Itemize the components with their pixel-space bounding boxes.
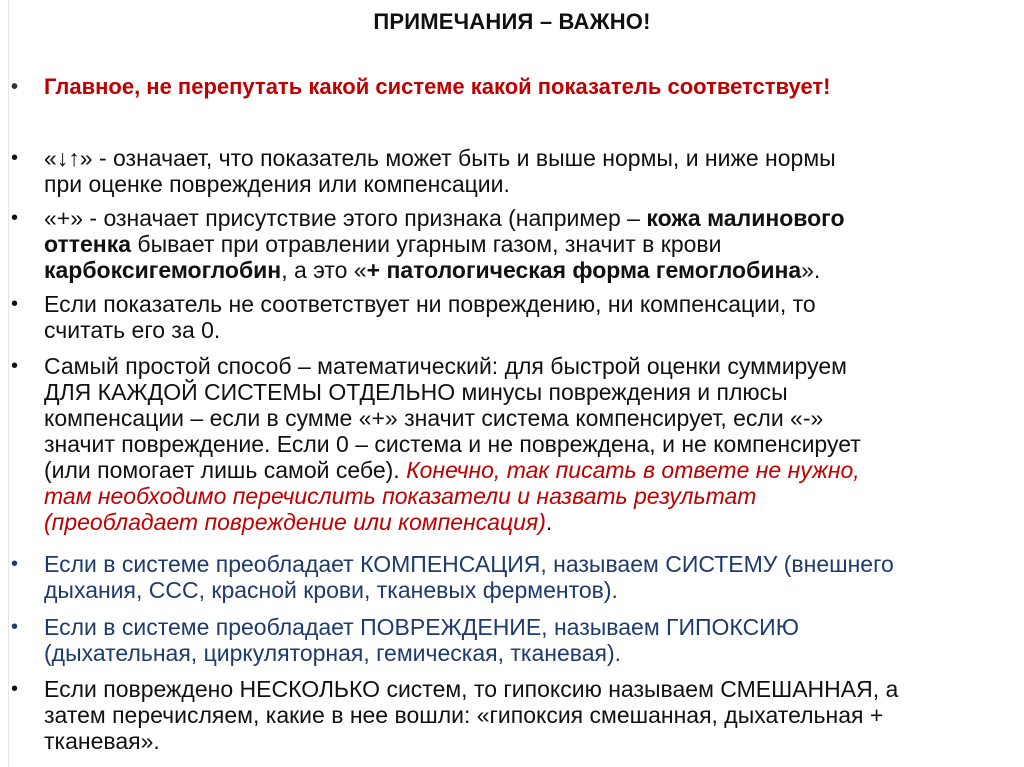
bold-text: оттенка xyxy=(44,231,131,257)
text-run: . xyxy=(545,509,553,535)
item-line: Если в системе преобладает КОМПЕНСАЦИЯ, называем СИСТЕМУ (внешнего xyxy=(44,551,894,577)
item-line: (дыхательная, циркуляторная, гемическая, тканевая). xyxy=(44,640,622,666)
item-line xyxy=(44,509,994,535)
item-line xyxy=(44,457,994,483)
list-item-method xyxy=(11,353,994,535)
item-line: затем перечисляем, какие в нее вошли: «гипоксия смешанная, дыхательная + xyxy=(44,702,884,728)
item-line: считать его за 0. xyxy=(44,317,221,343)
text-run: ». xyxy=(801,257,821,283)
item-line: значит повреждение. Если 0 – система и не повреждена, и не компенсирует xyxy=(44,431,861,457)
bullet: • xyxy=(11,616,19,638)
text-run: (или помогает лишь самой себе). xyxy=(44,457,407,483)
bullet: • xyxy=(11,147,19,169)
item-line: Если повреждено НЕСКОЛЬКО систем, то гипоксию называем СМЕШАННАЯ, а xyxy=(44,676,899,702)
bullet: • xyxy=(11,355,19,377)
item-line: «↓↑» - означает, что показатель может быть и выше нормы, и ниже нормы xyxy=(44,145,836,171)
text-run: «+» - означает присутствие этого признака (например – xyxy=(44,205,647,231)
bullet: • xyxy=(11,207,19,229)
bullet: • xyxy=(11,293,19,315)
list-item-damage xyxy=(11,614,994,666)
red-italic-text: Конечно, так писать в ответе не нужно, xyxy=(406,457,860,483)
bold-text: карбоксигемоглобин xyxy=(44,257,282,283)
item-line xyxy=(44,205,994,231)
slide-title: ПРИМЕЧАНИЯ – ВАЖНО! xyxy=(373,9,651,34)
list-item-warning xyxy=(11,74,994,100)
item-line: компенсации – если в сумме «+» значит система компенсирует, если «-» xyxy=(44,405,824,431)
bullet: • xyxy=(11,553,19,575)
text-run: , а это « xyxy=(281,257,367,283)
text-run: бывает при отравлении угарным газом, значит в крови xyxy=(131,231,722,257)
red-italic-text: (преобладает повреждение или компенсация) xyxy=(44,509,546,535)
left-divider xyxy=(8,0,9,767)
item-line: Если в системе преобладает ПОВРЕЖДЕНИЕ, называем ГИПОКСИЮ xyxy=(44,614,799,640)
item-line: Самый простой способ – математический: для быстрой оценки суммируем xyxy=(44,353,847,379)
list-item-compensation xyxy=(11,551,994,603)
item-line: при оценке повреждения или компенсации. xyxy=(44,171,510,197)
item-line xyxy=(44,257,994,283)
list-item-zero xyxy=(11,291,994,343)
item-line: ДЛЯ КАЖДОЙ СИСТЕМЫ ОТДЕЛЬНО минусы повреждения и плюсы xyxy=(44,379,788,405)
item-line xyxy=(44,231,994,257)
item-line: тканевая». xyxy=(44,728,160,754)
bullet: • xyxy=(11,678,19,700)
list-item-mixed xyxy=(11,676,994,754)
bold-text: + патологическая форма гемоглобина xyxy=(366,257,802,283)
item-line: Если показатель не соответствует ни повреждению, ни компенсации, то xyxy=(44,291,816,317)
item-line: дыхания, ССС, красной крови, тканевых ферментов). xyxy=(44,577,618,603)
warning-text: Главное, не перепутать какой системе какой показатель соответствует! xyxy=(44,74,831,99)
bullet: • xyxy=(11,76,19,98)
list-item-arrows xyxy=(11,145,994,197)
red-italic-line: там необходимо перечислить показатели и назвать результат xyxy=(44,483,757,509)
bold-text: кожа малинового xyxy=(646,205,845,231)
list-item-plus xyxy=(11,205,994,283)
